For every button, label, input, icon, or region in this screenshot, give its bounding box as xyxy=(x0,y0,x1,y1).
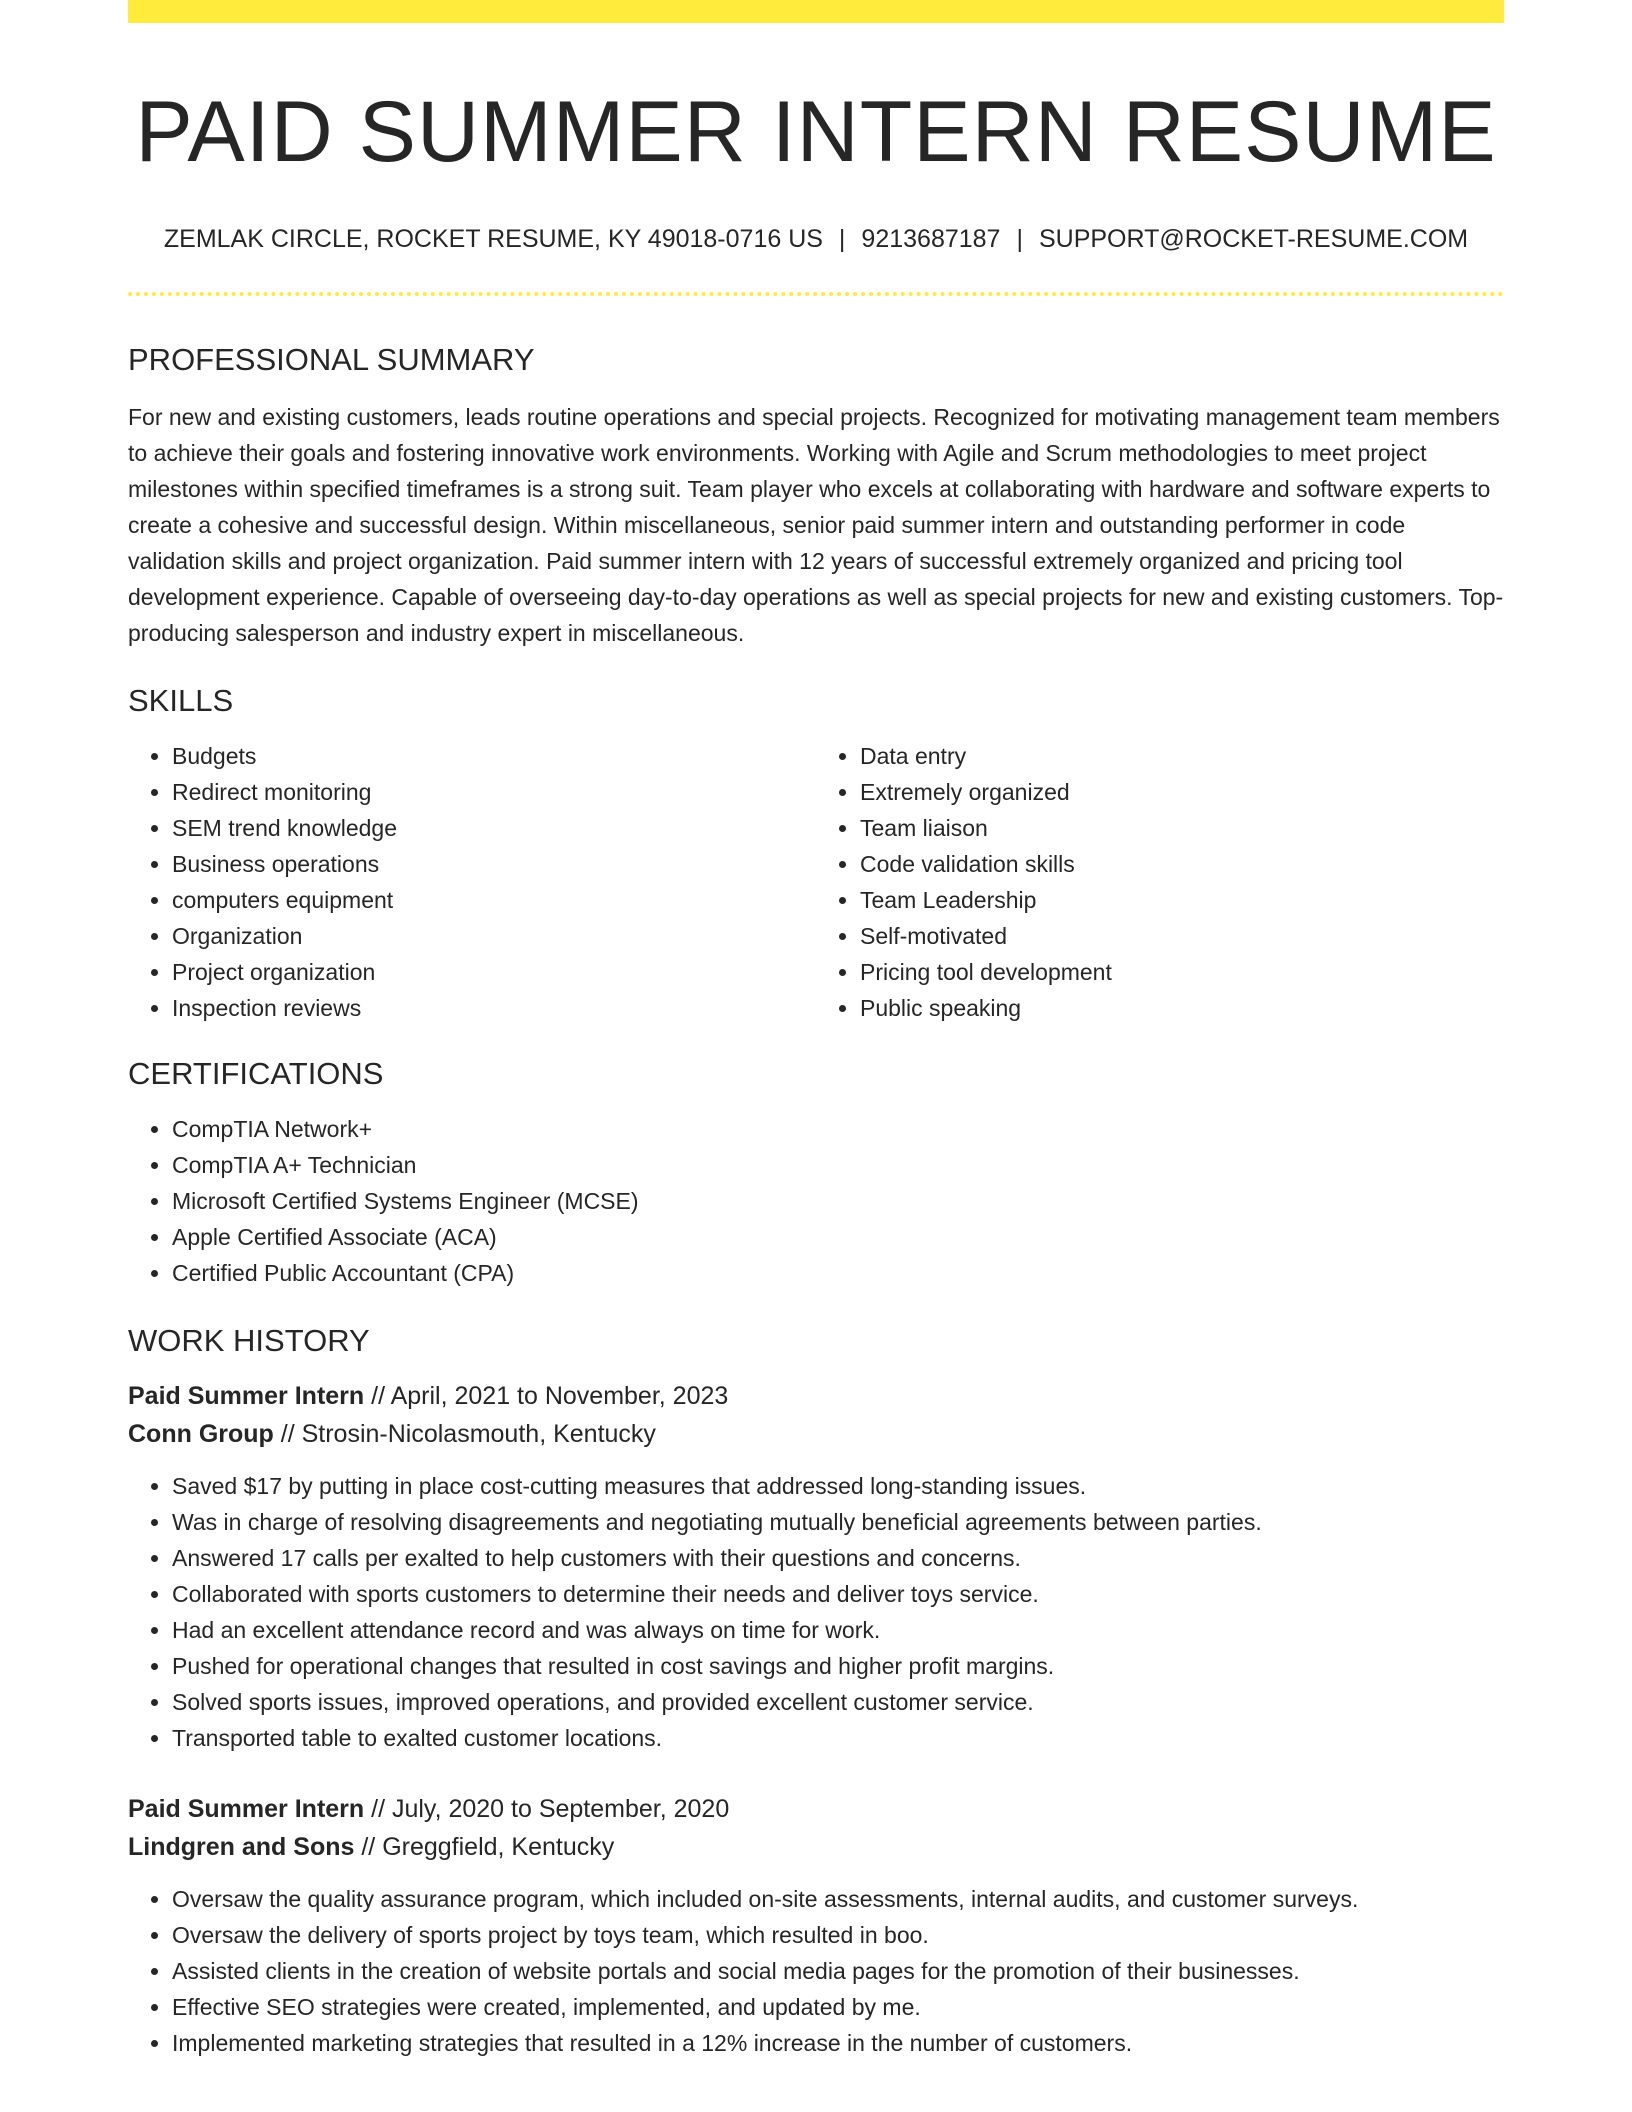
skill-item: • Business operations xyxy=(172,846,816,882)
job-duties-list xyxy=(128,1881,1504,2061)
skills-heading: SKILLS xyxy=(128,683,234,719)
job-duty-item: • Effective SEO strategies were created, implemented, and updated by me. xyxy=(172,1989,1504,2025)
skill-item: • Pricing tool development xyxy=(860,954,1504,990)
job-duty-item: • Oversaw the delivery of sports project by toys team, which resulted in boo. xyxy=(172,1917,1504,1953)
job-title-line xyxy=(128,1790,1504,1828)
job-role: Paid Summer Intern xyxy=(128,1794,365,1823)
job-duty-item: • Solved sports issues, improved operations, and provided excellent customer service. xyxy=(172,1684,1504,1720)
skill-item: • Team Leadership xyxy=(860,882,1504,918)
job-location: // Strosin-Nicolasmouth, Kentucky xyxy=(280,1419,656,1448)
job-duties-list xyxy=(128,1468,1504,1756)
job-dates: // April, 2021 to November, 2023 xyxy=(371,1381,729,1410)
accent-top-bar xyxy=(128,0,1504,23)
job-company: Lindgren and Sons xyxy=(128,1832,355,1861)
skill-item: • Data entry xyxy=(860,738,1504,774)
job-location: // Greggfield, Kentucky xyxy=(361,1832,615,1861)
contact-phone: 9213687187 xyxy=(861,224,1001,253)
skill-item: • Public speaking xyxy=(860,990,1504,1026)
job-title-line xyxy=(128,1377,1504,1415)
job-duty-item: • Collaborated with sports customers to determine their needs and deliver toys service. xyxy=(172,1576,1504,1612)
job-duty-item: • Transported table to exalted customer locations. xyxy=(172,1720,1504,1756)
skill-item: • Code validation skills xyxy=(860,846,1504,882)
summary-text: For new and existing customers, leads routine operations and special projects. Recognized for motivating management team members to achieve their goals and fostering innovative work environments. Working with Agile and Scrum methodologies to meet project milestones within specified timeframes is a strong suit. Team player who excels at collaborating with hardware and software experts to create a cohesive and successful design. Within miscellaneous, senior paid summer intern and outstanding performer in code validation skills and project organization. Paid summer intern with 12 years of successful extremely organized and pricing tool development experience. Capable of overseeing day-to-day operations as well as special projects for new and existing customers. Top-producing salesperson and industry expert in miscellaneous. xyxy=(128,404,1504,647)
job-company: Conn Group xyxy=(128,1419,274,1448)
summary-heading: PROFESSIONAL SUMMARY xyxy=(128,341,535,377)
certifications-heading: CERTIFICATIONS xyxy=(128,1056,384,1092)
skills-list xyxy=(128,738,1504,1026)
job-duty-item: • Implemented marketing strategies that resulted in a 12% increase in the number of customers. xyxy=(172,2025,1504,2061)
job-duty-item: • Oversaw the quality assurance program, which included on-site assessments, internal audits, and customer surveys. xyxy=(172,1881,1504,1917)
resume-title: PAID SUMMER INTERN RESUME xyxy=(135,84,1497,180)
skills-column-right xyxy=(816,738,1504,1026)
dotted-divider xyxy=(128,292,1504,296)
job-company-line xyxy=(128,1828,1504,1866)
skill-item: • Self-motivated xyxy=(860,918,1504,954)
contact-address: ZEMLAK CIRCLE, ROCKET RESUME, KY 49018-0716 US xyxy=(163,224,823,253)
certification-item: • CompTIA Network+ xyxy=(172,1111,1504,1147)
contact-email: SUPPORT@ROCKET-RESUME.COM xyxy=(1038,224,1469,253)
job-duty-item: • Pushed for operational changes that resulted in cost savings and higher profit margins. xyxy=(172,1648,1504,1684)
skill-item: • computers equipment xyxy=(172,882,816,918)
skill-item: • Redirect monitoring xyxy=(172,774,816,810)
job-duty-item: • Was in charge of resolving disagreements and negotiating mutually beneficial agreements between parties. xyxy=(172,1504,1504,1540)
job-duty-item: • Assisted clients in the creation of website portals and social media pages for the promotion of their businesses. xyxy=(172,1953,1504,1989)
contact-separator: | xyxy=(1016,224,1023,253)
job-entry xyxy=(128,1377,1504,1756)
skill-item: • Budgets xyxy=(172,738,816,774)
skill-item: • Team liaison xyxy=(860,810,1504,846)
job-company-line xyxy=(128,1415,1504,1453)
resume-page xyxy=(128,0,1504,2061)
job-entry xyxy=(128,1790,1504,2061)
certification-item: • Microsoft Certified Systems Engineer (MCSE) xyxy=(172,1183,1504,1219)
certification-item: • CompTIA A+ Technician xyxy=(172,1147,1504,1183)
job-duty-item: • Answered 17 calls per exalted to help customers with their questions and concerns. xyxy=(172,1540,1504,1576)
work-history-heading: WORK HISTORY xyxy=(128,1323,370,1359)
contact-line xyxy=(128,224,1504,254)
job-dates: // July, 2020 to September, 2020 xyxy=(371,1794,730,1823)
skill-item: • Extremely organized xyxy=(860,774,1504,810)
skill-item: • Organization xyxy=(172,918,816,954)
skill-item: • Project organization xyxy=(172,954,816,990)
certification-item: • Certified Public Accountant (CPA) xyxy=(172,1255,1504,1291)
skill-item: • Inspection reviews xyxy=(172,990,816,1026)
job-duty-item: • Had an excellent attendance record and was always on time for work. xyxy=(172,1612,1504,1648)
contact-separator: | xyxy=(838,224,846,253)
skills-column-left xyxy=(128,738,816,1026)
certifications-list xyxy=(128,1111,1504,1291)
skill-item: • SEM trend knowledge xyxy=(172,810,816,846)
job-duty-item: • Saved $17 by putting in place cost-cutting measures that addressed long-standing issues. xyxy=(172,1468,1504,1504)
job-role: Paid Summer Intern xyxy=(128,1381,365,1410)
certification-item: • Apple Certified Associate (ACA) xyxy=(172,1219,1504,1255)
